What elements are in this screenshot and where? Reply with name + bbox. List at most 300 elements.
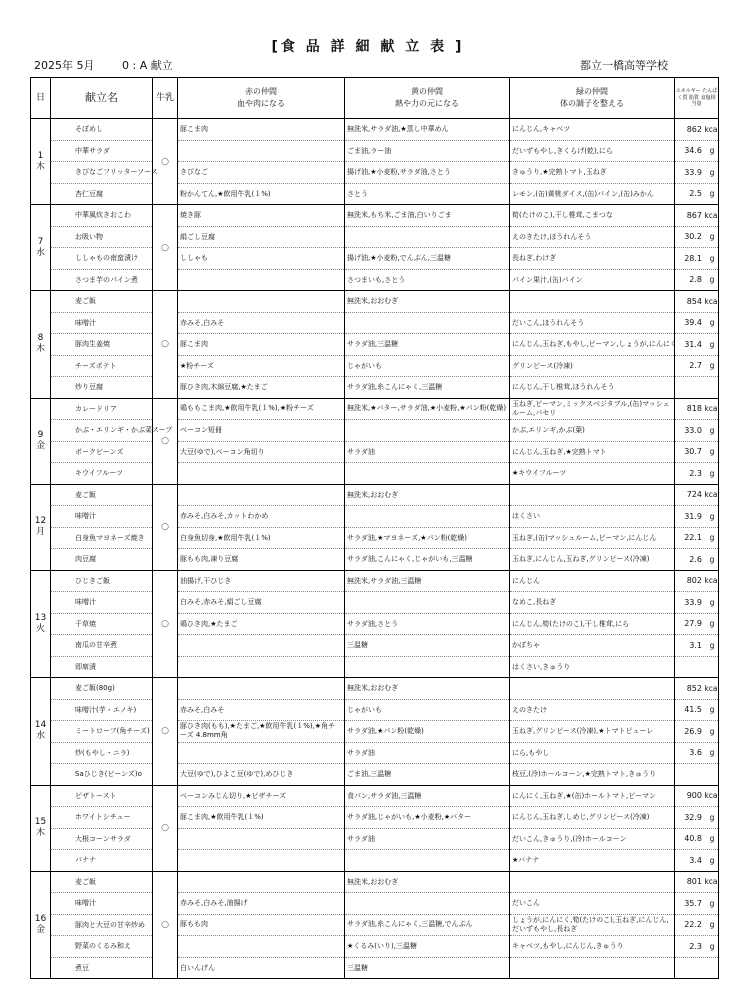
red-group-cell: 白身魚切身,★飲用牛乳(１%) [178, 527, 345, 549]
red-group-cell: 豚こま肉,★飲用牛乳(１%) [178, 807, 345, 829]
day-number: 14 [34, 720, 47, 731]
table-row [31, 291, 719, 313]
nutrition-unit: g [709, 920, 715, 930]
nutrition-value: 22.2 [684, 920, 702, 930]
green-group-cell: だいこん,きゅうり,(冷)ホールコーン [510, 828, 675, 850]
menu-name: 豚肉と大豆の甘辛炒め [51, 914, 153, 936]
yellow-group-cell: サラダ油,三温糖 [345, 334, 510, 356]
table-row [31, 807, 719, 829]
nutrition-unit: g [709, 640, 715, 650]
yellow-group-cell: 無洗米,もち米,ごま油,白いりごま [345, 205, 510, 227]
table-row [31, 549, 719, 571]
nutrition-value: 2.7 [689, 361, 702, 371]
nutrition-value: 33.9 [684, 597, 702, 607]
nutrition-unit: kcal [704, 683, 720, 693]
red-group-cell: 豚もも肉,凍り豆腐 [178, 549, 345, 571]
table-row [31, 377, 719, 399]
red-group-cell: 白いんげん [178, 957, 345, 979]
nutrition-value: 22.1 [684, 533, 702, 543]
red-group-cell [178, 936, 345, 958]
yellow-group-cell: 無洗米,おおむぎ [345, 484, 510, 506]
nutrition-unit: g [709, 812, 715, 822]
nutrition-cell [675, 785, 719, 807]
nutrition-unit: g [709, 855, 715, 865]
day-number: 9 [37, 430, 44, 440]
yellow-group-cell: 無洗米,サラダ油,★蒸し中華めん [345, 119, 510, 141]
nutrition-unit: g [709, 619, 715, 629]
menu-name: 炒(もやし・ニラ) [51, 742, 153, 764]
nutrition-unit: kcal [704, 124, 720, 134]
yellow-group-cell: さつまいも,さとう [345, 269, 510, 291]
red-group-cell [178, 635, 345, 657]
weekday: 木 [35, 161, 45, 172]
nutrition-cell [675, 635, 719, 657]
yellow-group-cell: サラダ油 [345, 828, 510, 850]
yellow-group-cell: 揚げ油,★小麦粉,でんぷん,三温糖 [345, 248, 510, 270]
menu-name: 千草焼 [51, 613, 153, 635]
nutrition-cell [675, 119, 719, 141]
nutrition-value: 34.6 [684, 146, 702, 156]
nutrition-unit: g [709, 318, 715, 328]
yellow-group-cell: じゃがいも [345, 699, 510, 721]
nutrition-cell [675, 871, 719, 893]
nutrition-cell [675, 312, 719, 334]
table-row [31, 527, 719, 549]
red-group-cell: 鶏ももこま肉,★飲用牛乳(１%),★粉チーズ [178, 398, 345, 420]
table-row [31, 205, 719, 227]
nutrition-cell [675, 656, 719, 678]
yellow-group-cell: 無洗米,サラダ油,三温糖 [345, 570, 510, 592]
nutrition-unit: kcal [704, 404, 720, 414]
red-group-cell: 粉かんてん,★飲用牛乳(１%) [178, 183, 345, 205]
yellow-group-cell: ごま油,三温糖 [345, 764, 510, 786]
yellow-group-cell: ごま油,ラー油 [345, 140, 510, 162]
day-number: 13 [34, 612, 47, 623]
header-day: 日 [31, 78, 51, 119]
red-group-cell [178, 291, 345, 313]
red-group-cell: 焼き豚 [178, 205, 345, 227]
red-group-cell: 豚ひき肉(もも),★たまご,★飲用牛乳(１%),★角チーズ 4.8mm角 [178, 721, 345, 743]
yellow-group-cell: 三温糖 [345, 635, 510, 657]
menu-name: ミートローフ(角チーズ) [51, 721, 153, 743]
nutrition-value: 3.6 [689, 748, 702, 758]
table-row [31, 699, 719, 721]
nutrition-value: 2.3 [689, 941, 702, 951]
yellow-group-cell [345, 656, 510, 678]
table-row [31, 506, 719, 528]
green-group-cell: 長ねぎ,わけぎ [510, 248, 675, 270]
menu-name: チーズポテト [51, 355, 153, 377]
menu-name: 味噌汁(芋・エノキ) [51, 699, 153, 721]
yellow-group-cell: サラダ油,糸こんにゃく,三温糖,でんぷん [345, 914, 510, 936]
nutrition-value: 818 [686, 404, 702, 414]
menu-name: ホワイトシチュー [51, 807, 153, 829]
table-row [31, 398, 719, 420]
table-row [31, 785, 719, 807]
nutrition-value: 41.5 [684, 705, 702, 715]
yellow-group-cell: サラダ油,★マヨネーズ,★パン粉(乾燥) [345, 527, 510, 549]
weekday: 金 [35, 924, 45, 935]
day-number: 8 [37, 333, 44, 344]
menu-name: 大根コーンサラダ [51, 828, 153, 850]
nutrition-unit: kcal [704, 576, 720, 586]
milk-mark: ○ [153, 871, 178, 979]
weekday: 水 [35, 731, 45, 742]
green-group-cell: はくさい [510, 506, 675, 528]
menu-name: Saひじき(ビーンズ)o [51, 764, 153, 786]
green-group-cell: かぶ,エリンギ,かぶ(葉) [510, 420, 675, 442]
table-row [31, 420, 719, 442]
red-group-cell: 豚こま肉 [178, 334, 345, 356]
nutrition-value: 31.9 [684, 511, 702, 521]
yellow-group-cell: 三温糖 [345, 957, 510, 979]
green-group-cell: レモン,(缶)黄桃ダイス,(缶)パイン,(缶)みかん [510, 183, 675, 205]
milk-mark: ○ [153, 398, 178, 484]
header-red-group [178, 78, 345, 119]
menu-name: 中華風炊きおこわ [51, 205, 153, 227]
day-number: 15 [34, 817, 47, 827]
day-cell [31, 484, 51, 570]
table-row [31, 914, 719, 936]
yellow-group-cell [345, 463, 510, 485]
table-row [31, 721, 719, 743]
nutrition-cell [675, 764, 719, 786]
header-menu: 献立名 [51, 78, 153, 119]
green-group-cell: だいこん [510, 893, 675, 915]
table-row [31, 248, 719, 270]
yellow-group-cell: 揚げ油,★小麦粉,サラダ油,さとう [345, 162, 510, 184]
menu-name: 南瓜の甘辛煮 [51, 635, 153, 657]
nutrition-cell [675, 355, 719, 377]
green-group-cell [510, 484, 675, 506]
nutrition-cell [675, 398, 719, 420]
green-group-cell: 枝豆,(冷)ホールコーン,★完熟トマト,きゅうり [510, 764, 675, 786]
milk-mark: ○ [153, 291, 178, 399]
green-group-cell: グリンピース(冷凍) [510, 355, 675, 377]
menu-name: 中華サラダ [51, 140, 153, 162]
table-row [31, 119, 719, 141]
yellow-group-cell: 無洗米,おおむぎ [345, 291, 510, 313]
table-row [31, 828, 719, 850]
nutrition-cell [675, 183, 719, 205]
header-yellow-group [345, 78, 510, 119]
nutrition-value: 26.9 [684, 726, 702, 736]
milk-mark: ○ [153, 678, 178, 786]
red-group-cell: きびなご [178, 162, 345, 184]
nutrition-unit: g [709, 834, 715, 844]
nutrition-value: 3.1 [689, 640, 702, 650]
nutrition-unit: g [709, 898, 715, 908]
yellow-group-cell: 無洗米,おおむぎ [345, 678, 510, 700]
nutrition-unit: g [709, 726, 715, 736]
red-group-cell: 赤みそ,白みそ,カットわかめ [178, 506, 345, 528]
yellow-group-cell: 無洗米,★バター,サラダ油,★小麦粉,★パン粉(乾燥) [345, 398, 510, 420]
header-nutrition: エネルギー たんぱく質 脂質 食塩相当量 [675, 78, 719, 119]
green-group-cell [510, 678, 675, 700]
green-group-cell: 玉ねぎ,ピーマン,ミックスベジタブル,(缶)マッシュルーム,パセリ [510, 398, 675, 420]
table-row [31, 463, 719, 485]
nutrition-value: 2.8 [689, 275, 702, 285]
nutrition-cell [675, 957, 719, 979]
milk-mark: ○ [153, 119, 178, 205]
nutrition-unit: g [709, 339, 715, 349]
red-group-cell: 油揚げ,干ひじき [178, 570, 345, 592]
table-row [31, 226, 719, 248]
red-group-cell [178, 140, 345, 162]
yellow-group-cell: サラダ油 [345, 742, 510, 764]
day-cell [31, 119, 51, 205]
nutrition-cell [675, 678, 719, 700]
day-number: 1 [37, 150, 44, 161]
menu-name: ポークビーンズ [51, 441, 153, 463]
table-header-row [31, 78, 719, 119]
nutrition-value: 33.9 [684, 167, 702, 177]
green-group-cell: えのきたけ,ほうれんそう [510, 226, 675, 248]
yellow-group-cell: 食パン,サラダ油,三温糖 [345, 785, 510, 807]
menu-name: 煮豆 [51, 957, 153, 979]
red-group-cell: 大豆(ゆで),ベーコン角切り [178, 441, 345, 463]
header-green-desc: 体の調子を整える [560, 99, 624, 108]
green-group-cell [510, 957, 675, 979]
nutrition-cell [675, 549, 719, 571]
red-group-cell: 豚もも肉 [178, 914, 345, 936]
menu-name: 野菜のくるみ和え [51, 936, 153, 958]
menu-name: 味噌汁 [51, 312, 153, 334]
table-row [31, 871, 719, 893]
red-group-cell [178, 484, 345, 506]
green-group-cell: にんじん,玉ねぎ,しめじ,グリンピース(冷凍) [510, 807, 675, 829]
nutrition-cell [675, 162, 719, 184]
header-green-title: 緑の仲間 [576, 87, 608, 96]
header-red-desc: 血や肉になる [237, 99, 285, 108]
green-group-cell: にんじん,筍(たけのこ),干し椎茸,にら [510, 613, 675, 635]
milk-mark: ○ [153, 484, 178, 570]
day-cell [31, 570, 51, 678]
menu-name: 即席漬 [51, 656, 153, 678]
header-green-group [510, 78, 675, 119]
day-number: 12 [34, 516, 47, 526]
red-group-cell: 豚こま肉 [178, 119, 345, 141]
nutrition-value: 27.9 [684, 619, 702, 629]
table-row [31, 312, 719, 334]
green-group-cell: にんじん [510, 570, 675, 592]
nutrition-unit: g [709, 189, 715, 199]
yellow-group-cell: サラダ油,じゃがいも,★小麦粉,★バター [345, 807, 510, 829]
red-group-cell: 赤みそ,白みそ,油揚げ [178, 893, 345, 915]
nutrition-cell [675, 807, 719, 829]
nutrition-unit: g [709, 705, 715, 715]
table-row [31, 678, 719, 700]
yellow-group-cell [345, 420, 510, 442]
table-row [31, 742, 719, 764]
red-group-cell [178, 850, 345, 872]
nutrition-cell [675, 248, 719, 270]
nutrition-value: 3.4 [689, 855, 702, 865]
red-group-cell [178, 678, 345, 700]
yellow-group-cell: ★くるみ(いり),三温糖 [345, 936, 510, 958]
nutrition-unit: g [709, 275, 715, 285]
yellow-group-cell [345, 893, 510, 915]
menu-name: 味噌汁 [51, 506, 153, 528]
menu-name: 麦ご飯 [51, 871, 153, 893]
table-row [31, 269, 719, 291]
menu-body [31, 119, 719, 979]
green-group-cell: かぼちゃ [510, 635, 675, 657]
day-number: 16 [34, 913, 47, 924]
day-number: 7 [37, 236, 44, 247]
red-group-cell [178, 463, 345, 485]
header-info [34, 57, 197, 73]
table-row [31, 484, 719, 506]
green-group-cell: にんじん,干し椎茸,ほうれんそう [510, 377, 675, 399]
green-group-cell: ★キウイフルーツ [510, 463, 675, 485]
nutrition-value: 28.1 [684, 253, 702, 263]
nutrition-cell [675, 269, 719, 291]
table-row [31, 656, 719, 678]
nutrition-cell [675, 140, 719, 162]
table-row [31, 850, 719, 872]
green-group-cell: だいずもやし,きくらげ(乾),にら [510, 140, 675, 162]
nutrition-unit: g [709, 597, 715, 607]
green-group-cell: だいこん,ほうれんそう [510, 312, 675, 334]
nutrition-unit: kcal [704, 296, 720, 306]
red-group-cell: ベーコンみじん切り,★ピザチーズ [178, 785, 345, 807]
nutrition-value: 39.4 [684, 318, 702, 328]
nutrition-cell [675, 226, 719, 248]
nutrition-unit: g [709, 447, 715, 457]
menu-name: ひじきご飯 [51, 570, 153, 592]
red-group-cell: 絹ごし豆腐 [178, 226, 345, 248]
nutrition-cell [675, 463, 719, 485]
menu-name: お吸い物 [51, 226, 153, 248]
table-row [31, 592, 719, 614]
green-group-cell: キャベツ,もやし,にんじん,きゅうり [510, 936, 675, 958]
nutrition-cell [675, 914, 719, 936]
nutrition-cell [675, 936, 719, 958]
nutrition-cell [675, 506, 719, 528]
red-group-cell: 赤みそ,白みそ [178, 699, 345, 721]
header-milk: 牛乳 [153, 78, 178, 119]
nutrition-unit: g [709, 361, 715, 371]
nutrition-cell [675, 570, 719, 592]
weekday: 木 [35, 344, 45, 355]
menu-name: バナナ [51, 850, 153, 872]
nutrition-cell [675, 441, 719, 463]
nutrition-cell [675, 850, 719, 872]
milk-mark: ○ [153, 205, 178, 291]
red-group-cell: 白みそ,赤みそ,絹ごし豆腐 [178, 592, 345, 614]
nutrition-cell [675, 205, 719, 227]
table-row [31, 635, 719, 657]
green-group-cell: にんにく,玉ねぎ,★(缶)ホールトマト,ピーマン [510, 785, 675, 807]
nutrition-unit: g [709, 232, 715, 242]
yellow-group-cell [345, 506, 510, 528]
yellow-group-cell [345, 592, 510, 614]
yellow-group-cell [345, 312, 510, 334]
nutrition-value: 867 [686, 210, 702, 220]
weekday: 金 [35, 441, 45, 451]
menu-name: かぶ・エリンギ・かぶ菜スープ [51, 420, 153, 442]
nutrition-unit: g [709, 468, 715, 478]
green-group-cell: 玉ねぎ,(缶)マッシュルーム,ピーマン,にんじん [510, 527, 675, 549]
menu-name: ピザトースト [51, 785, 153, 807]
nutrition-unit: g [709, 425, 715, 435]
nutrition-unit: g [709, 167, 715, 177]
red-group-cell: ★粉チーズ [178, 355, 345, 377]
nutrition-unit: g [709, 748, 715, 758]
green-group-cell: しょうが,にんにく,筍(たけのこ),玉ねぎ,にんじん,だいずもやし,長ねぎ [510, 914, 675, 936]
nutrition-unit: kcal [704, 490, 720, 500]
day-cell [31, 398, 51, 484]
yellow-group-cell: じゃがいも [345, 355, 510, 377]
day-cell [31, 785, 51, 871]
weekday: 水 [35, 247, 45, 258]
table-row [31, 570, 719, 592]
menu-name: 炒り豆腐 [51, 377, 153, 399]
nutrition-cell [675, 592, 719, 614]
nutrition-unit: g [709, 511, 715, 521]
nutrition-cell [675, 484, 719, 506]
green-group-cell: ★バナナ [510, 850, 675, 872]
yellow-group-cell [345, 226, 510, 248]
nutrition-unit: kcal [704, 877, 720, 887]
nutrition-unit: g [709, 941, 715, 951]
nutrition-value: 30.7 [684, 447, 702, 457]
nutrition-value: 854 [686, 296, 702, 306]
table-row [31, 957, 719, 979]
nutrition-cell [675, 334, 719, 356]
menu-name: 肉豆腐 [51, 549, 153, 571]
nutrition-value: 35.7 [684, 898, 702, 908]
menu-name: そぼめし [51, 119, 153, 141]
green-group-cell: にんじん,玉ねぎ,もやし,ピーマン,しょうが,にんにく [510, 334, 675, 356]
yellow-group-cell: サラダ油,★パン粉(乾燥) [345, 721, 510, 743]
nutrition-cell [675, 721, 719, 743]
weekday: 月 [35, 527, 45, 537]
nutrition-value: 862 [686, 124, 702, 134]
yellow-group-cell: さとう [345, 183, 510, 205]
yellow-group-cell: サラダ油,こんにゃく,じゃがいも,三温糖 [345, 549, 510, 571]
day-cell [31, 205, 51, 291]
red-group-cell: 大豆(ゆで),ひよこ豆(ゆで),めひじき [178, 764, 345, 786]
day-cell [31, 291, 51, 399]
yellow-group-cell: サラダ油 [345, 441, 510, 463]
red-group-cell: ししゃも [178, 248, 345, 270]
day-cell [31, 678, 51, 786]
menu-table [30, 77, 719, 979]
menu-name: 白身魚マヨネーズ焼き [51, 527, 153, 549]
weekday: 火 [35, 623, 45, 634]
red-group-cell [178, 742, 345, 764]
nutrition-value: 2.3 [689, 468, 702, 478]
milk-mark: ○ [153, 785, 178, 871]
menu-name: 麦ご飯 [51, 291, 153, 313]
red-group-cell: 赤みそ,白みそ [178, 312, 345, 334]
yellow-group-cell: サラダ油,さとう [345, 613, 510, 635]
table-row [31, 764, 719, 786]
green-group-cell: なめこ,長ねぎ [510, 592, 675, 614]
green-group-cell: はくさい,きゅうり [510, 656, 675, 678]
red-group-cell: 豚ひき肉,木綿豆腐,★たまご [178, 377, 345, 399]
menu-name: 麦ご飯(80g) [51, 678, 153, 700]
green-group-cell: 玉ねぎ,にんじん,玉ねぎ,グリンピース(冷凍) [510, 549, 675, 571]
table-row [31, 441, 719, 463]
green-group-cell: にんじん,キャベツ [510, 119, 675, 141]
green-group-cell: にんじん,玉ねぎ,★完熟トマト [510, 441, 675, 463]
header-red-title: 赤の仲間 [245, 87, 277, 96]
green-group-cell: 玉ねぎ,グリンピース(冷凍),★トマトピューレ [510, 721, 675, 743]
yellow-group-cell [345, 850, 510, 872]
